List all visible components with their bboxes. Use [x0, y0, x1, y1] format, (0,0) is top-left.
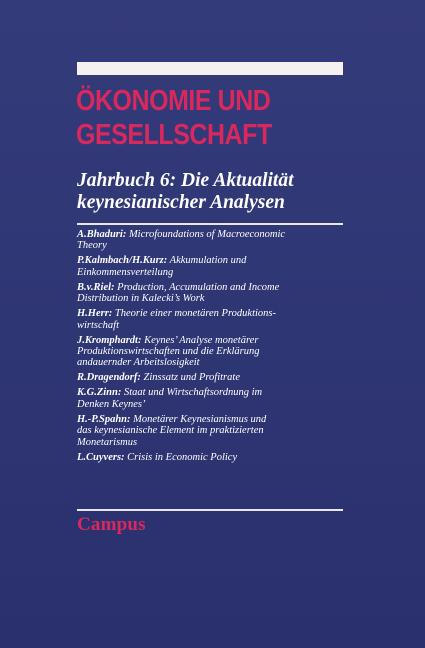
publisher-name: Campus — [77, 514, 146, 535]
contents-entry — [77, 229, 352, 252]
contents-entry — [77, 452, 352, 463]
contents-entry — [77, 255, 352, 278]
entry-author: L.Cuyvers: — [77, 451, 125, 463]
entry-title-line: Theory — [77, 240, 107, 252]
volume-title-line-2: keynesianischer Analysen — [77, 192, 285, 213]
series-title — [76, 84, 334, 152]
series-title-line-1: ÖKONOMIE UND — [76, 85, 271, 117]
entry-title-line: das keynesianische Element im praktizierten — [77, 425, 264, 437]
divider-top — [77, 223, 343, 225]
volume-title — [77, 170, 377, 214]
top-white-bar — [77, 62, 343, 75]
entry-title-line: Produktionswirtschaften und die Erklärung — [77, 346, 260, 358]
series-title-line-2: GESELLSCHAFT — [76, 119, 272, 151]
entry-title-line: Distribution in Kalecki’s Work — [77, 293, 205, 305]
entry-title-line: Monetarismus — [77, 436, 138, 448]
entry-title-line: Einkommensverteilung — [77, 266, 174, 278]
entry-author: P.Kalmbach/H.Kurz: — [77, 255, 168, 267]
contents-entry — [77, 387, 352, 410]
entry-author: H.-P.Spahn: — [77, 413, 131, 425]
entry-author: K.G.Zinn: — [77, 387, 122, 399]
contents-entry — [77, 414, 352, 448]
entry-title-line: Production, Accumulation and Income — [114, 281, 280, 293]
entry-title-line: Zinssatz und Profitrate — [140, 372, 240, 384]
contents-entry — [77, 335, 352, 369]
entry-title-line: Microfoundations of Macroeconomic — [126, 229, 286, 240]
entry-title-line: Denken Keynes’ — [77, 398, 146, 410]
contents-entry — [77, 308, 352, 331]
entry-title-line: andauernder Arbeitslosigkeit — [77, 357, 200, 369]
entry-author: J.Kromphardt: — [77, 334, 142, 346]
entry-title-line: Akkumulation und — [167, 255, 247, 267]
volume-title-line-1: Jahrbuch 6: Die Aktualität — [77, 170, 294, 191]
entry-author: H.Herr: — [77, 308, 113, 320]
entry-author: A.Bhaduri: — [77, 229, 127, 240]
contents-list — [77, 229, 352, 467]
entry-title-line: wirtschaft — [77, 319, 120, 331]
contents-entry — [77, 282, 352, 305]
entry-title-line: Crisis in Economic Policy — [124, 451, 238, 463]
divider-bottom — [77, 509, 343, 511]
contents-entry — [77, 372, 352, 383]
entry-title-line: Monetärer Keynesianismus und — [130, 413, 267, 425]
entry-title-line: Theorie einer monetären Produktions- — [112, 308, 276, 320]
entry-author: R.Dragendorf: — [77, 372, 141, 384]
entry-author: B.v.Riel: — [77, 281, 115, 293]
entry-title-line: Keynes’ Analyse monetärer — [141, 334, 259, 346]
entry-title-line: Staat und Wirtschaftsordnung im — [121, 387, 263, 399]
